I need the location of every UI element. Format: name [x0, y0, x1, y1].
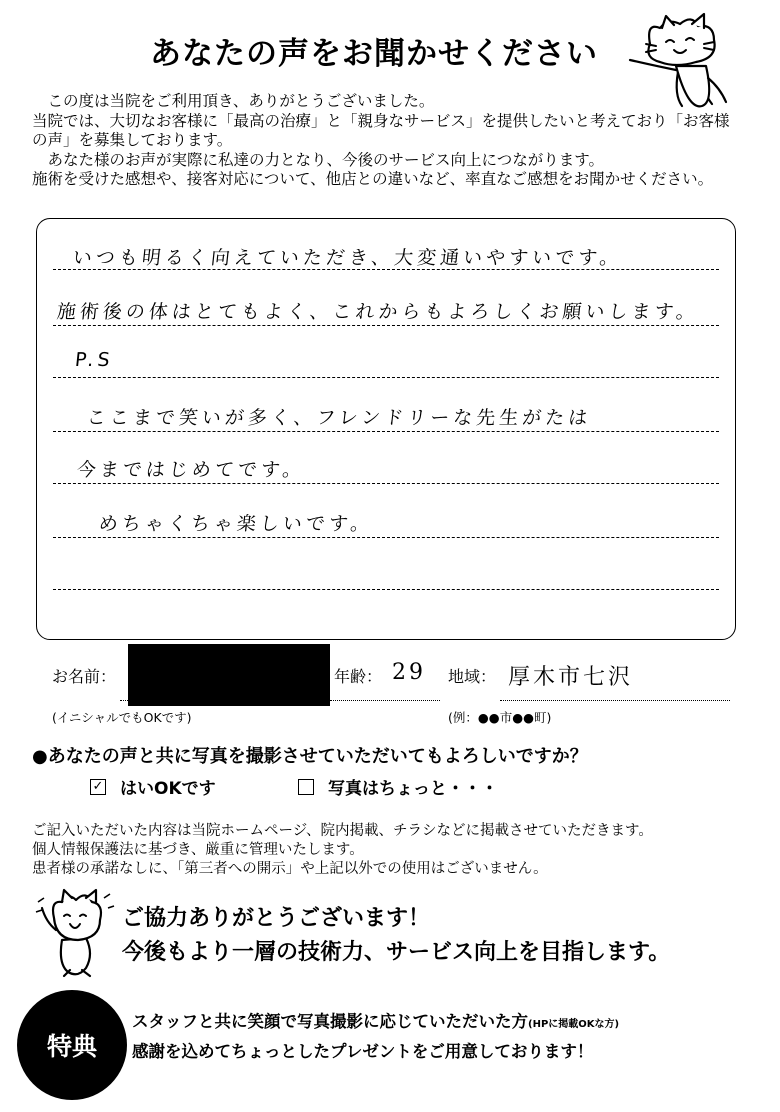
page-title: あなたの声をお聞かせください [150, 36, 598, 72]
feedback-line: ここまで笑いが多く、フレンドリーな先生がたは [85, 407, 593, 429]
disclaimer-text [32, 822, 752, 879]
photo-option-yes[interactable] [90, 774, 216, 799]
writing-line [53, 483, 719, 484]
intro-text [32, 92, 742, 190]
feedback-line: P.S [73, 349, 115, 371]
disclaimer-line: 患者様の承諾なしに、「第三者への開示」や上記以外での使用はございません。 [32, 861, 548, 877]
writing-line [53, 325, 719, 326]
disclaimer-line: 個人情報保護法に基づき、厳重に管理いたします。 [32, 842, 364, 858]
name-redaction [128, 644, 330, 706]
intro-line: この度は当院をご利用頂き、ありがとうございました。 [47, 92, 435, 110]
writing-line [53, 431, 719, 432]
feedback-card [36, 218, 736, 640]
intro-line: あなた様のお声が実際に私達の力となり、今後のサービス向上につながります。 [47, 150, 604, 169]
benefit-line [132, 1008, 619, 1038]
option-label: 写真はちょっと・・・ [328, 779, 498, 799]
region-underline [500, 700, 730, 701]
option-label: はいOKです [120, 779, 216, 799]
cat-mascot-icon [34, 888, 120, 978]
photo-question: ●あなたの声と共に写真を撮影させていただいてもよろしいですか？ [32, 746, 588, 767]
thanks-line: 今後もより一層の技術力、サービス向上を目指します。 [122, 940, 671, 965]
checkbox-checked-icon[interactable]: ✓ [90, 779, 106, 795]
writing-line [53, 537, 719, 538]
region-note: (例：●●市●●町) [448, 710, 552, 725]
feedback-line: めちゃくちゃ楽しいです。 [97, 513, 375, 535]
feedback-line: 施術後の体はとてもよく、これからもよろしくお願いします。 [55, 301, 701, 323]
age-underline [330, 700, 440, 701]
benefit-line: 感謝を込めてちょっとしたプレゼントをご用意しております！ [132, 1042, 594, 1061]
name-note: (イニシャルでもOKです) [52, 710, 192, 725]
thanks-text [122, 902, 670, 970]
benefit-line-main: スタッフと共に笑顔で写真撮影に応じていただいた方 [132, 1012, 528, 1031]
feedback-line: 今まではじめてです。 [75, 459, 307, 481]
benefit-badge: 特典 [17, 990, 127, 1100]
name-underline [120, 700, 330, 701]
region-value: 厚木市七沢 [508, 665, 634, 690]
benefit-text [132, 1008, 619, 1065]
feedback-line: いつも明るく向えていただき、大変通いやすいです。 [71, 247, 624, 269]
writing-line [53, 589, 719, 590]
intro-line: 施術を受けた感想や、接客対応について、他店との違いなど、率直なご感想をお聞かせください。 [32, 170, 714, 188]
intro-line: 当院では、大切なお客様に「最高の治療」と「親身なサービス」を提供したいと考えており「お客様の声」を募集しております。 [32, 111, 730, 149]
benefit-note: (HPに掲載OKな方) [528, 1019, 620, 1030]
age-label: 年齢： [334, 667, 383, 686]
writing-line [53, 377, 719, 378]
name-label: お名前： [52, 667, 117, 686]
disclaimer-line: ご記入いただいた内容は当院ホームページ、院内掲載、チラシなどに掲載させていただきます。 [32, 823, 653, 839]
checkbox-empty-icon[interactable] [298, 779, 314, 795]
thanks-line: ご協力ありがとうございます！ [122, 906, 431, 931]
age-value: 29 [392, 660, 426, 685]
photo-option-no[interactable] [298, 774, 498, 799]
region-label: 地域： [448, 667, 497, 686]
